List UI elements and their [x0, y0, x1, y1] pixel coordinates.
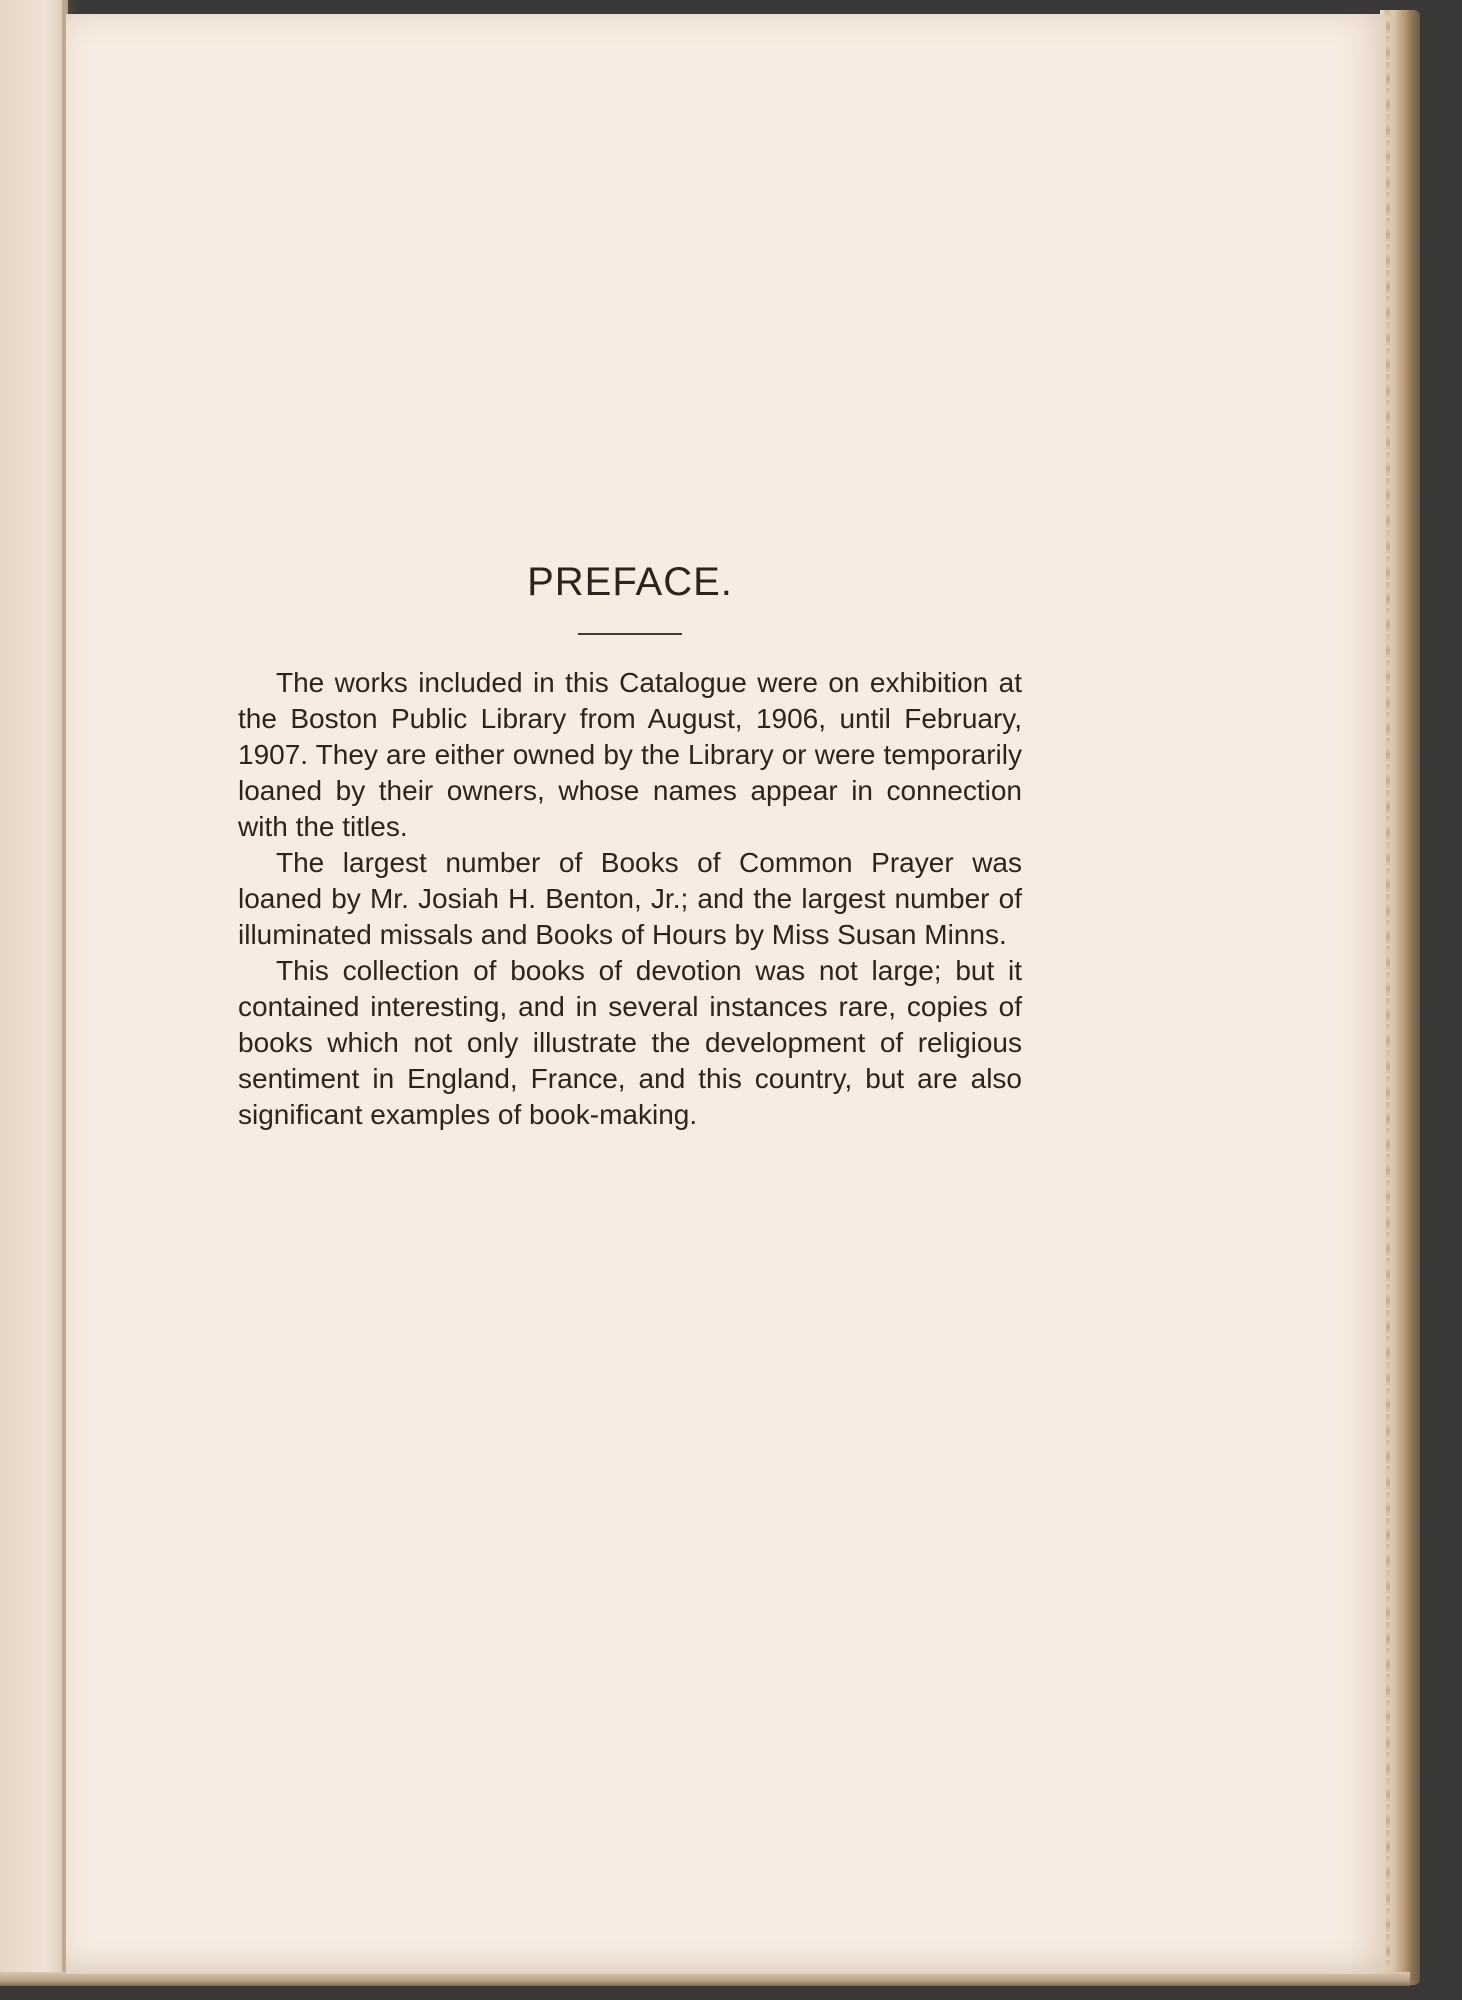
title-rule [578, 633, 682, 635]
preface-paragraph-1: The works included in this Catalogue were on exhibition at the Boston Public Library from August, 1906, until February, 1907. They are either owned by the Library or were temporarily loaned by their owners, whose names appear in connection with the titles. [238, 667, 1022, 842]
left-page-edge [0, 0, 68, 1985]
page-stack-edge [1380, 10, 1420, 1985]
preface-paragraph-3: This collection of books of devotion was not large; but it contained interesting, and in several instances rare, copies of books which not only illustrate the development of religious sentiment in England, France, and this country, but are also significant examples of book-making. [238, 955, 1022, 1130]
preface-title: PREFACE. [527, 560, 733, 604]
preface-section [238, 560, 1022, 1133]
preface-paragraph-2: The largest number of Books of Common Prayer was loaned by Mr. Josiah H. Benton, Jr.; and the largest number of illuminated missals and Books of Hours by Miss Susan Minns. [238, 847, 1022, 950]
page-bottom-edge [0, 1972, 1410, 1986]
